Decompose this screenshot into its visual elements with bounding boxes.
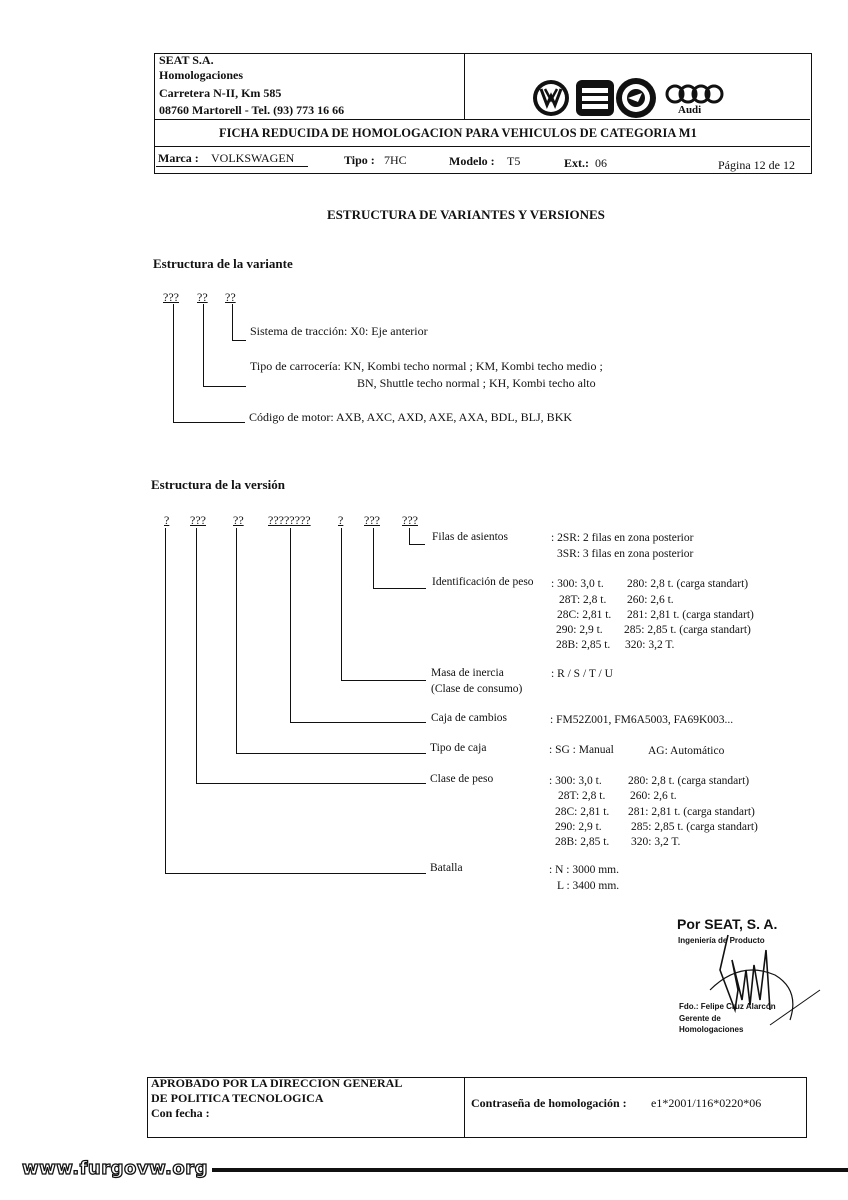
filas-value-1: : 2SR: 2 filas en zona posterior [551,532,694,544]
variante-carroceria-2: BN, Shuttle techo normal ; KH, Kombi techo alto [357,376,596,390]
variante-connector-1-v [173,304,174,423]
footer-approved-3: Con fecha : [151,1106,210,1120]
clase-row-2-a: 28T: 2,8 t. [558,790,606,802]
contrasena-value: e1*2001/116*0220*06 [651,1096,762,1110]
ident-row-1-a: : 300: 3,0 t. [551,578,604,590]
company-dept: Homologaciones [159,68,243,82]
ext-value: 06 [595,156,607,170]
version-connector-2-h [196,783,426,784]
vw-logo [531,78,571,118]
variante-connector-2-v [203,304,204,387]
clase-row-1-a: : 300: 3,0 t. [549,775,602,787]
stamp-line-4: Gerente de [679,1014,721,1023]
header-divider-horizontal-2 [155,146,810,147]
filas-label: Filas de asientos [432,531,509,543]
marca-value: VOLKSWAGEN [211,151,295,165]
company-name: SEAT S.A. [159,53,214,67]
variante-heading: Estructura de la variante [153,256,293,271]
variante-code-1: ??? [163,290,179,304]
clase-row-5-b: 320: 3,2 T. [631,836,681,848]
cambios-label: Caja de cambios [431,712,508,724]
clase-row-2-b: 260: 2,6 t. [630,790,677,802]
cambios-value: : FM52Z001, FM6A5003, FA69K003... [550,714,734,726]
version-code-6: ??? [364,513,380,527]
stamp-line-2: Ingeniería de Producto [678,936,765,945]
tipo-label: Tipo : [344,153,375,167]
skoda-logo [614,76,658,120]
marca-underline [156,166,308,167]
watermark-bar [212,1168,848,1172]
version-connector-4-h [290,722,426,723]
tipo-value: 7HC [384,153,407,167]
clase-row-1-b: 280: 2,8 t. (carga standart) [628,775,750,787]
masa-label-2: (Clase de consumo) [431,683,523,695]
ident-row-1-b: 280: 2,8 t. (carga standart) [627,578,749,590]
ident-row-5-b: 320: 3,2 T. [625,639,675,651]
ident-row-5-a: 28B: 2,85 t. [556,639,611,651]
ident-row-2-a: 28T: 2,8 t. [559,594,607,606]
ident-row-3-a: 28C: 2,81 t. [557,609,612,621]
batalla-value-1: : N : 3000 mm. [549,864,619,876]
ident-row-4-a: 290: 2,9 t. [556,624,603,636]
tipocaja-value-2: AG: Automático [648,745,725,757]
variante-carroceria-1: Tipo de carrocería: KN, Kombi techo normal ; KM, Kombi techo medio ; [250,359,603,373]
main-title: ESTRUCTURA DE VARIANTES Y VERSIONES [327,207,605,222]
clase-row-4-b: 285: 2,85 t. (carga standart) [631,821,758,833]
version-connector-5-v [341,528,342,681]
stamp-line-3: Fdo.: Felipe Cruz Alarcón [679,1002,776,1011]
clase-label: Clase de peso [430,773,494,785]
ident-label: Identificación de peso [432,576,534,588]
version-code-5: ? [338,513,344,527]
tipocaja-value-1: : SG : Manual [549,744,614,756]
variante-traccion: Sistema de tracción: X0: Eje anterior [250,324,428,338]
footer-divider [464,1077,465,1137]
header-divider-vertical [464,54,465,120]
variante-connector-2-h [203,386,246,387]
clase-row-4-a: 290: 2,9 t. [555,821,602,833]
version-code-3: ?? [233,513,244,527]
modelo-value: T5 [507,154,521,168]
version-code-2: ??? [190,513,206,527]
version-code-4: ???????? [268,513,311,527]
page-number: Página 12 de 12 [718,158,795,172]
version-code-1: ? [164,513,170,527]
footer-approved-2: DE POLITICA TECNOLOGICA [151,1091,324,1105]
clase-row-3-b: 281: 2,81 t. (carga standart) [628,806,755,818]
form-title: FICHA REDUCIDA DE HOMOLOGACION PARA VEHICULOS DE CATEGORIA M1 [219,126,697,140]
signature-scribble [680,930,830,1040]
clase-row-5-a: 28B: 2,85 t. [555,836,610,848]
company-address-2: 08760 Martorell - Tel. (93) 773 16 66 [159,103,345,117]
ident-row-2-b: 260: 2,6 t. [627,594,674,606]
version-connector-6-h [373,588,426,589]
variante-code-3: ?? [225,290,236,304]
filas-value-2: 3SR: 3 filas en zona posterior [557,548,694,560]
ext-label: Ext.: [564,156,589,170]
contrasena-label: Contraseña de homologación : [471,1096,627,1110]
version-code-7: ??? [402,513,418,527]
stamp-line-5: Homologaciones [679,1025,744,1034]
marca-label: Marca : [158,151,199,165]
clase-row-3-a: 28C: 2,81 t. [555,806,610,818]
tipocaja-label: Tipo de caja [430,742,487,754]
audi-logo-text: Audi [678,104,702,116]
version-heading: Estructura de la versión [151,477,285,492]
ident-row-4-b: 285: 2,85 t. (carga standart) [624,624,751,636]
batalla-label: Batalla [430,862,463,874]
batalla-value-2: L : 3400 mm. [557,880,620,892]
masa-value: : R / S / T / U [551,668,613,680]
variante-code-2: ?? [197,290,208,304]
version-connector-4-v [290,528,291,723]
version-connector-1-h [165,873,426,874]
header-divider-horizontal-1 [155,119,810,120]
variante-motor: Código de motor: AXB, AXC, AXD, AXE, AXA, BDL, BLJ, BKK [249,410,573,424]
variante-connector-3-v [232,304,233,341]
seat-logo [574,78,616,118]
ident-row-3-b: 281: 2,81 t. (carga standart) [627,609,754,621]
version-connector-3-v [236,528,237,754]
company-address-1: Carretera N-II, Km 585 [159,86,282,100]
version-connector-5-h [341,680,426,681]
watermark: www.furgovw.org [22,1158,209,1179]
version-connector-6-v [373,528,374,589]
modelo-label: Modelo : [449,154,495,168]
version-connector-7-h [409,544,425,545]
stamp-line-1: Por SEAT, S. A. [677,916,778,932]
masa-label-1: Masa de inercia [431,667,504,679]
version-connector-2-v [196,528,197,784]
variante-connector-1-h [173,422,245,423]
version-connector-3-h [236,753,426,754]
version-connector-7-v [409,528,410,545]
version-connector-1-v [165,528,166,874]
variante-connector-3-h [232,340,246,341]
footer-approved-1: APROBADO POR LA DIRECCION GENERAL [151,1076,403,1090]
